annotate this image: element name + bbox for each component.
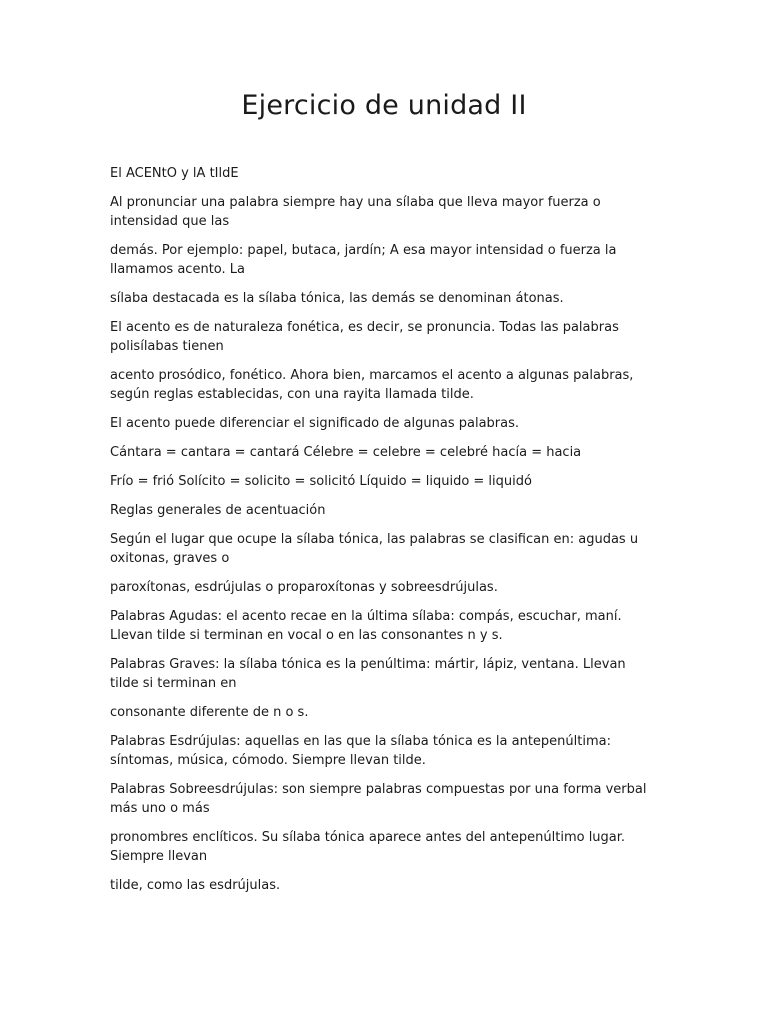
paragraph: acento prosódico, fonético. Ahora bien, marcamos el acento a algunas palabras, según reglas establecidas, con una rayita llamada tilde. (110, 368, 634, 402)
paragraph: El acento puede diferenciar el significado de algunas palabras. (110, 416, 519, 431)
example-line: Frío = frió Solícito = solicito = solicitó Líquido = liquido = liquidó (110, 474, 532, 489)
paragraph: paroxítonas, esdrújulas o proparoxítonas y sobreesdrújulas. (110, 580, 498, 595)
paragraph: demás. Por ejemplo: papel, butaca, jardín; A esa mayor intensidad o fuerza la llamamos acento. La (110, 243, 617, 277)
paragraph-graves: Palabras Graves: la sílaba tónica es la penúltima: mártir, lápiz, ventana. Llevan tilde si terminan en (110, 657, 626, 691)
paragraph: sílaba destacada es la sílaba tónica, las demás se denominan átonas. (110, 291, 564, 306)
section-heading-acento: El ACENtO y lA tIldE (110, 166, 239, 181)
paragraph: El acento es de naturaleza fonética, es decir, se pronuncia. Todas las palabras polisílabas tienen (110, 320, 619, 354)
paragraph: consonante diferente de n o s. (110, 705, 309, 720)
paragraph-esdrujulas: Palabras Esdrújulas: aquellas en las que la sílaba tónica es la antepenúltima: síntomas, música, cómodo. Siempre llevan tilde. (110, 734, 611, 768)
paragraph-sobreesdrujulas: Palabras Sobreesdrújulas: son siempre palabras compuestas por una forma verbal más uno o más (110, 782, 647, 816)
paragraph: Al pronunciar una palabra siempre hay una sílaba que lleva mayor fuerza o intensidad que las (110, 195, 601, 229)
paragraph-agudas: Palabras Agudas: el acento recae en la última sílaba: compás, escuchar, maní. Llevan tilde si terminan en vocal o en las consonantes n y s. (110, 609, 622, 643)
paragraph: pronombres enclíticos. Su sílaba tónica aparece antes del antepenúltimo lugar. Siempre llevan (110, 830, 626, 864)
page-title: Ejercicio de unidad II (241, 90, 527, 121)
section-heading-reglas: Reglas generales de acentuación (110, 503, 326, 518)
paragraph: Según el lugar que ocupe la sílaba tónica, las palabras se clasifican en: agudas u oxitonas, graves o (110, 532, 639, 566)
document-body (110, 164, 658, 895)
paragraph: tilde, como las esdrújulas. (110, 878, 281, 893)
example-line: Cántara = cantara = cantará Célebre = celebre = celebré hacía = hacia (110, 445, 582, 460)
